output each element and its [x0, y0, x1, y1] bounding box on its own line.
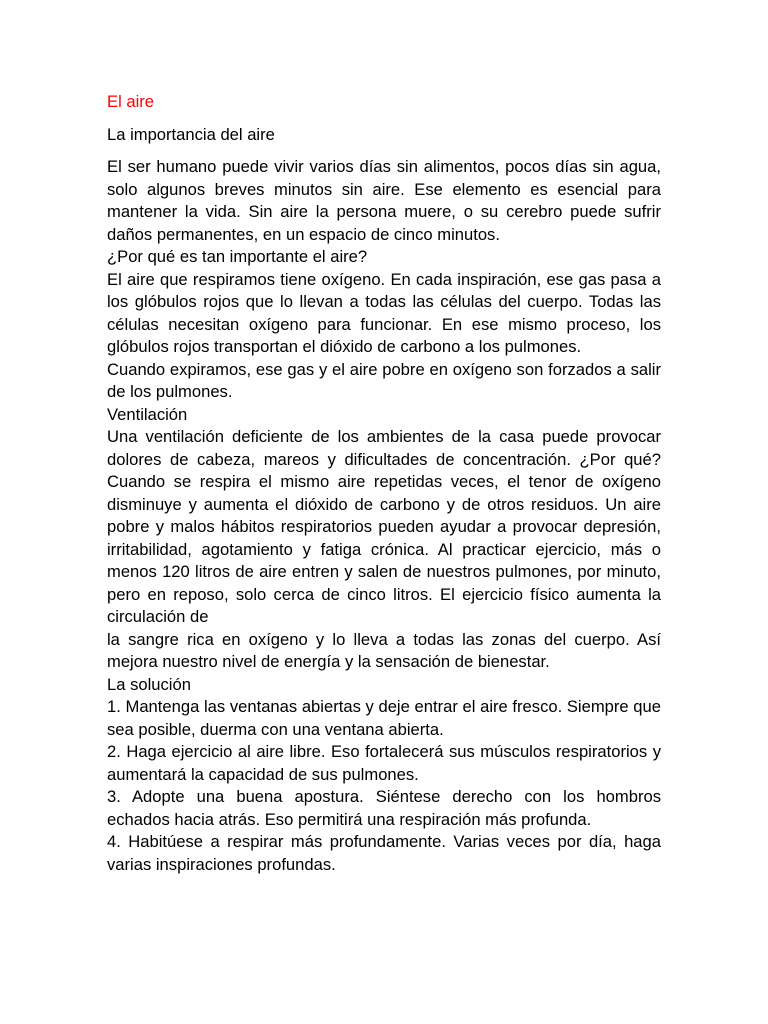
document-title: El aire	[107, 92, 155, 111]
document-subtitle: La importancia del aire	[107, 124, 275, 144]
paragraph-blood: la sangre rica en oxígeno y lo lleva a todas las zonas del cuerpo. Así mejora nuestro nivel de energía y la sensación de bienestar.	[107, 629, 661, 671]
paragraph-intro: El ser humano puede vivir varios días sin alimentos, pocos días sin agua, solo algunos breves minutos sin aire. Ese elemento es esencial para mantener la vida. Sin aire la persona muere, o su cerebro puede sufrir daños permanentes, en un espacio de cinco minutos.	[107, 157, 661, 244]
document-page	[107, 91, 661, 876]
document-body	[107, 156, 661, 876]
paragraph-exhale: Cuando expiramos, ese gas y el aire pobre en oxígeno son forzados a salir de los pulmones.	[107, 359, 661, 401]
paragraph-oxygen: El aire que respiramos tiene oxígeno. En cada inspiración, ese gas pasa a los glóbulos rojos que lo llevan a todas las células del cuerpo. Todas las células necesitan oxígeno para funcionar. En ese mismo proceso, los glóbulos rojos transportan el dióxido de carbono a los pulmones.	[107, 269, 661, 356]
section-heading-ventilation: Ventilación	[107, 404, 188, 424]
question-heading: ¿Por qué es tan importante el aire?	[107, 247, 368, 266]
list-item-3: 3. Adopte una buena apostura. Siéntese derecho con los hombros echados hacia atrás. Eso permitirá una respiración más profunda.	[107, 787, 661, 829]
list-item-4: 4. Habitúese a respirar más profundamente. Varias veces por día, haga varias inspiraciones profundas.	[107, 832, 661, 874]
paragraph-ventilation: Una ventilación deficiente de los ambientes de la casa puede provocar dolores de cabeza, mareos y dificultades de concentración. ¿Por qué? Cuando se respira el mismo aire repetidas veces, el tenor de oxígeno disminuye y aumenta el dióxido de carbono y de otros residuos. Un aire pobre y malos hábitos respiratorios pueden ayudar a provocar depresión, irritabilidad, agotamiento y fatiga crónica. Al practicar ejercicio, más o menos 120 litros de aire entren y salen de nuestros pulmones, por minuto, pero en reposo, solo cerca de cinco litros. El ejercicio físico aumenta la circulación de	[107, 427, 661, 626]
list-item-2: 2. Haga ejercicio al aire libre. Eso fortalecerá sus músculos respiratorios y aumentará la capacidad de sus pulmones.	[107, 742, 661, 784]
list-item-1: 1. Mantenga las ventanas abiertas y deje entrar el aire fresco. Siempre que sea posible, duerma con una ventana abierta.	[107, 697, 661, 739]
section-heading-solution: La solución	[107, 674, 191, 694]
